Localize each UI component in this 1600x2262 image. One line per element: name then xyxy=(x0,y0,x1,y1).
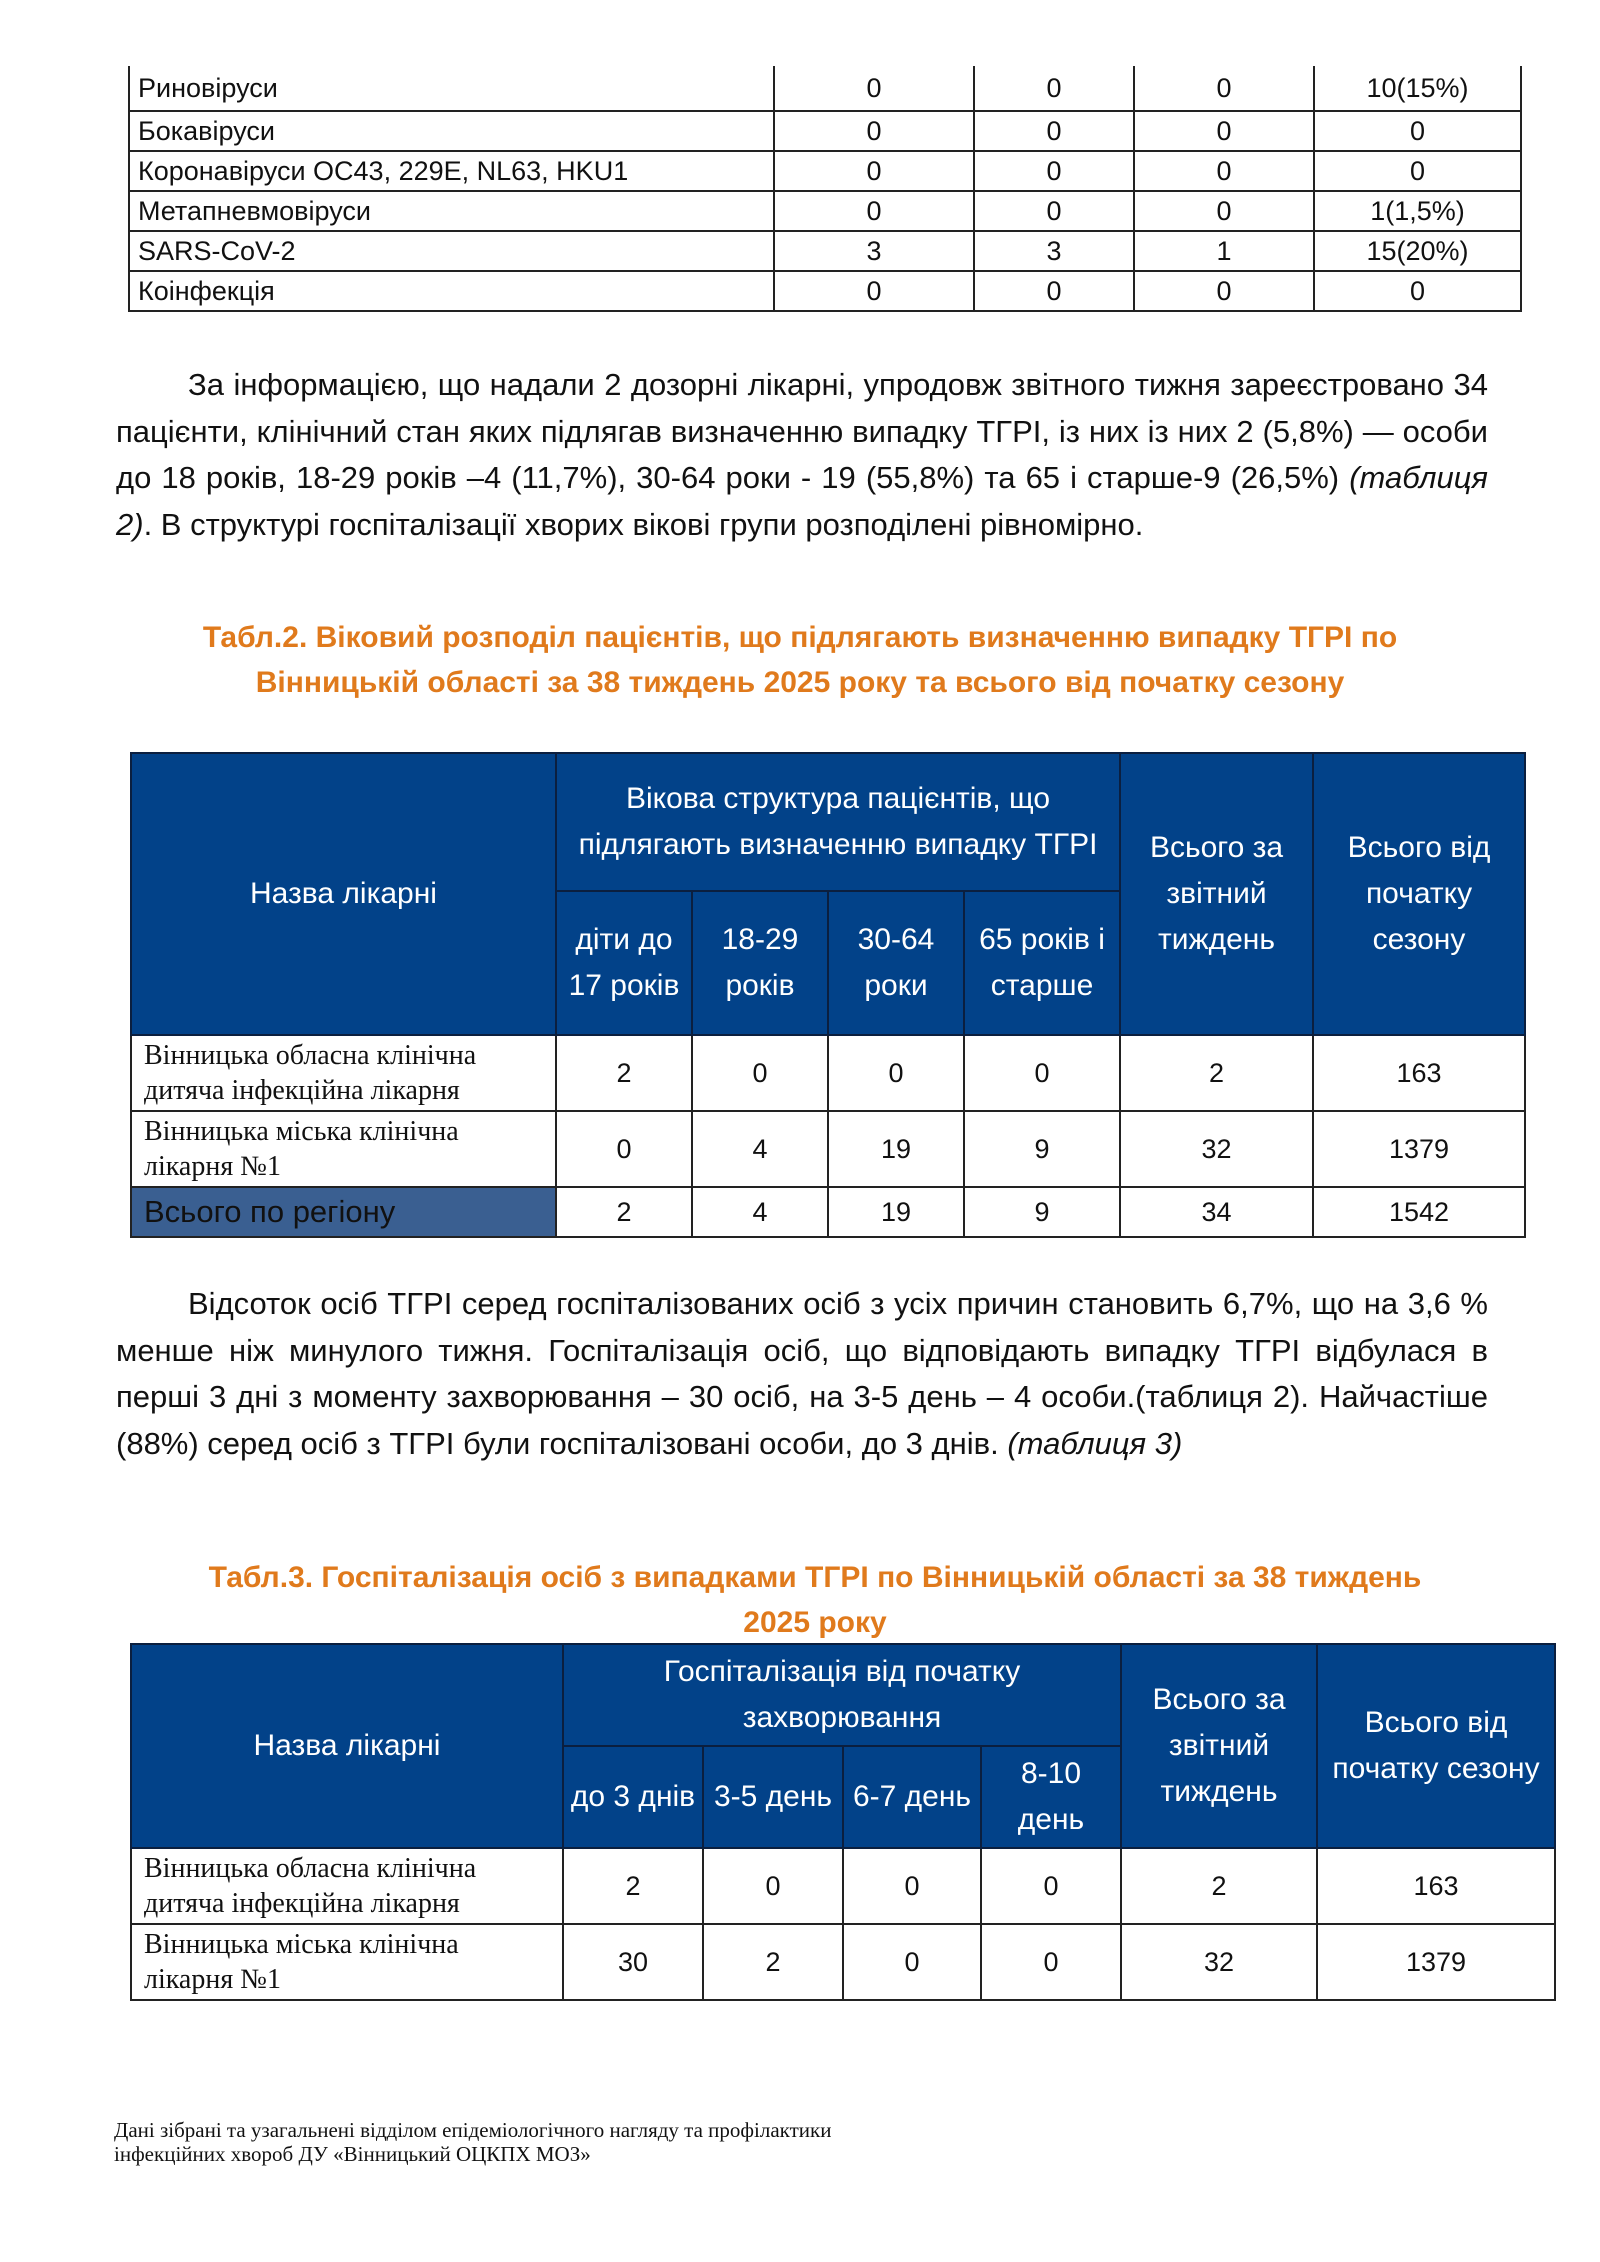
header-week-total: Всього за звітний тиждень xyxy=(1121,1644,1317,1848)
table-row xyxy=(131,1924,1555,2000)
cell: 0 xyxy=(1134,271,1314,311)
paragraph-age-distribution xyxy=(116,362,1488,548)
hospital-name-line: Вінницька міська клінічна xyxy=(144,1929,459,1960)
table-row xyxy=(129,231,1521,271)
cell: 0 xyxy=(974,271,1134,311)
cell: 163 xyxy=(1313,1035,1525,1111)
footer-note xyxy=(114,2118,831,2166)
cell: 2 xyxy=(556,1035,692,1111)
cell: 0 xyxy=(981,1848,1121,1924)
cell: 0 xyxy=(774,191,974,231)
cell: 0 xyxy=(974,151,1134,191)
cell: 0 xyxy=(774,151,974,191)
cell: 32 xyxy=(1121,1924,1317,2000)
table2-caption xyxy=(120,615,1480,705)
hospital-name xyxy=(131,1035,556,1111)
cell: 0 xyxy=(843,1924,981,2000)
hospital-name-line: дитяча інфекційна лікарня xyxy=(144,1075,460,1106)
cell: 4 xyxy=(692,1111,828,1187)
cell: 1 xyxy=(1134,231,1314,271)
cell: 1379 xyxy=(1313,1111,1525,1187)
cell: 0 xyxy=(1314,111,1521,151)
cell: 34 xyxy=(1120,1187,1313,1237)
cell: 0 xyxy=(1314,271,1521,311)
cell: 0 xyxy=(828,1035,964,1111)
header-season-total: Всього від початку сезону xyxy=(1313,753,1525,1035)
paragraph-hospitalization xyxy=(116,1281,1488,1467)
cell: 0 xyxy=(774,271,974,311)
cell: 9 xyxy=(964,1187,1120,1237)
hospital-name-line: Вінницька міська клінічна xyxy=(144,1116,459,1147)
table3-caption xyxy=(130,1555,1500,1645)
table-row xyxy=(131,1111,1525,1187)
cell: 0 xyxy=(974,66,1134,111)
table-row xyxy=(129,271,1521,311)
header-week-total: Всього за звітний тиждень xyxy=(1120,753,1313,1035)
cell: 0 xyxy=(974,111,1134,151)
header-age-65-plus: 65 років і старше xyxy=(964,891,1120,1035)
caption-line: 2025 року xyxy=(743,1606,887,1639)
age-distribution-table xyxy=(130,752,1526,1238)
table-reference: (таблиця 2) xyxy=(116,460,1488,542)
virus-name: Коронавіруси OC43, 229E, NL63, HKU1 xyxy=(129,151,774,191)
cell: 0 xyxy=(556,1111,692,1187)
table-row xyxy=(129,191,1521,231)
cell: 2 xyxy=(703,1924,843,2000)
cell: 0 xyxy=(692,1035,828,1111)
hospital-name-line: лікарня №1 xyxy=(144,1151,281,1182)
cell: 1(1,5%) xyxy=(1314,191,1521,231)
cell: 2 xyxy=(1121,1848,1317,1924)
virus-table xyxy=(128,66,1522,312)
cell: 0 xyxy=(703,1848,843,1924)
table-row xyxy=(129,151,1521,191)
cell: 0 xyxy=(1134,111,1314,151)
header-age-30-64: 30-64 роки xyxy=(828,891,964,1035)
cell: 19 xyxy=(828,1111,964,1187)
cell: 32 xyxy=(1120,1111,1313,1187)
header-hospital-name: Назва лікарні xyxy=(131,753,556,1035)
header-age-18-29: 18-29 років xyxy=(692,891,828,1035)
cell: 2 xyxy=(556,1187,692,1237)
table-row xyxy=(131,1035,1525,1111)
cell: 0 xyxy=(964,1035,1120,1111)
cell: 2 xyxy=(1120,1035,1313,1111)
cell: 3 xyxy=(974,231,1134,271)
cell: 30 xyxy=(563,1924,703,2000)
cell: 163 xyxy=(1317,1848,1555,1924)
hospitalization-table xyxy=(130,1643,1556,2001)
cell: 1542 xyxy=(1313,1187,1525,1237)
cell: 2 xyxy=(563,1848,703,1924)
paragraph-text: Відсоток осіб ТГРІ серед госпіталізованих осіб з усіх причин становить 6,7%, що на 3,6 % менше ніж минулого тижня. Госпіталізація осіб, що відповідають випадку ТГРІ відбулася в перші 3 дні з моменту захворювання – 30 осіб, на 3-5 день – 4 особи.(таблиця 2). Найчастіше (88%) серед осіб з ТГРІ були госпіталізовані особи, до 3 днів. xyxy=(116,1286,1488,1461)
virus-name: Метапневмовіруси xyxy=(129,191,774,231)
hospital-name xyxy=(131,1111,556,1187)
hospital-name-line: дитяча інфекційна лікарня xyxy=(144,1888,460,1919)
paragraph-text: . В структурі госпіталізації хворих вікові групи розподілені рівномірно. xyxy=(143,506,1144,542)
header-up-to-3-days: до 3 днів xyxy=(563,1746,703,1848)
caption-line: Табл.2. Віковий розподіл пацієнтів, що підлягають визначенню випадку ТГРІ по xyxy=(202,621,1398,654)
cell: 10(15%) xyxy=(1314,66,1521,111)
table-reference: (таблиця 3) xyxy=(1007,1425,1183,1461)
hospital-name-line: Вінницька обласна клінічна xyxy=(144,1853,477,1884)
virus-name: SARS-CoV-2 xyxy=(129,231,774,271)
virus-name: Коінфекція xyxy=(129,271,774,311)
cell: 0 xyxy=(981,1924,1121,2000)
virus-name: Бокавіруси xyxy=(129,111,774,151)
caption-line: Табл.3. Госпіталізація осіб з випадками ТГРІ по Вінницькій області за 38 тиждень xyxy=(208,1561,1422,1594)
cell: 0 xyxy=(1134,66,1314,111)
footer-line: інфекційних хвороб ДУ «Вінницький ОЦКПХ МОЗ» xyxy=(114,2142,591,2166)
cell: 1379 xyxy=(1317,1924,1555,2000)
hospital-name xyxy=(131,1924,563,2000)
cell: 9 xyxy=(964,1111,1120,1187)
hospital-name-line: лікарня №1 xyxy=(144,1964,281,1995)
cell: 15(20%) xyxy=(1314,231,1521,271)
region-total-label: Всього по регіону xyxy=(131,1187,556,1237)
cell: 4 xyxy=(692,1187,828,1237)
table-row xyxy=(129,66,1521,111)
cell: 0 xyxy=(774,111,974,151)
table-row xyxy=(129,111,1521,151)
header-season-total: Всього від початку сезону xyxy=(1317,1644,1555,1848)
hospital-name xyxy=(131,1848,563,1924)
footer-line: Дані зібрані та узагальнені відділом епідеміологічного нагляду та профілактики xyxy=(114,2118,832,2142)
header-6-7-days: 6-7 день xyxy=(843,1746,981,1848)
cell: 0 xyxy=(1314,151,1521,191)
hospital-name-line: Вінницька обласна клінічна xyxy=(144,1040,477,1071)
paragraph-text: За інформацією, що надали 2 дозорні лікарні, упродовж звітного тижня зареєстровано 34 пацієнти, клінічний стан яких підлягав визначенню випадку ТГРІ, із них із них 2 (5,8%) — особи до 18 років, 18-29 років –4 (11,7%), 30-64 роки - 19 (55,8%) та 65 і старше-9 (26,5%) xyxy=(116,367,1488,495)
header-age-structure: Вікова структура пацієнтів, що підлягають визначенню випадку ТГРІ xyxy=(556,753,1120,891)
cell: 0 xyxy=(974,191,1134,231)
cell: 0 xyxy=(843,1848,981,1924)
cell: 3 xyxy=(774,231,974,271)
table-row-total xyxy=(131,1187,1525,1237)
table-row xyxy=(131,1848,1555,1924)
cell: 0 xyxy=(774,66,974,111)
cell: 19 xyxy=(828,1187,964,1237)
header-hospital-name: Назва лікарні xyxy=(131,1644,563,1848)
header-8-10-days: 8-10 день xyxy=(981,1746,1121,1848)
caption-line: Вінницькій області за 38 тиждень 2025 року та всього від початку сезону xyxy=(255,666,1345,699)
cell: 0 xyxy=(1134,151,1314,191)
header-hospitalization-onset: Госпіталізація від початку захворювання xyxy=(563,1644,1121,1746)
cell: 0 xyxy=(1134,191,1314,231)
header-3-5-days: 3-5 день xyxy=(703,1746,843,1848)
header-age-children: діти до 17 років xyxy=(556,891,692,1035)
virus-name: Риновіруси xyxy=(129,66,774,111)
